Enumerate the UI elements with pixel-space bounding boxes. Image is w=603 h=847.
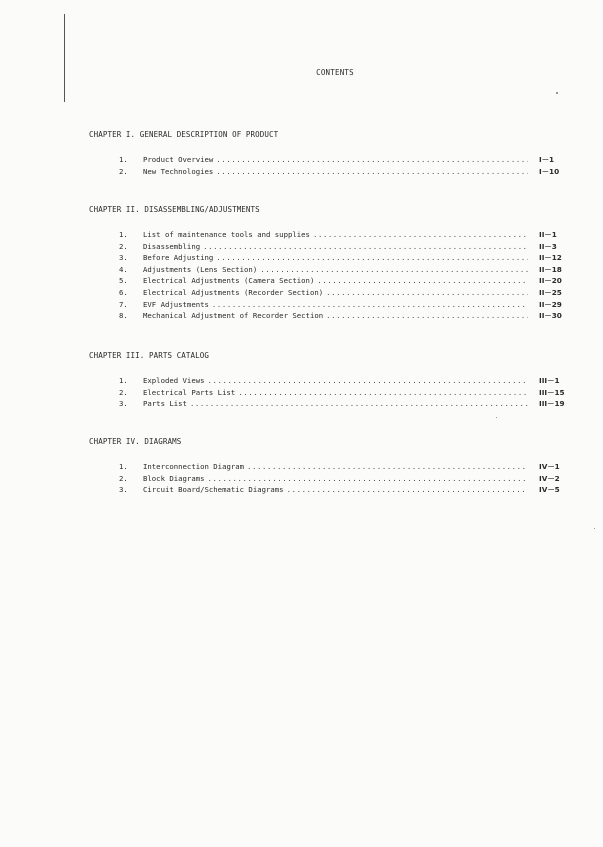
entry-page: III－1 [539, 376, 560, 385]
entry-number: 1. [119, 376, 128, 385]
toc-entry[interactable] [119, 264, 575, 276]
entry-number: 5. [119, 276, 128, 286]
toc-entry[interactable] [119, 287, 575, 299]
entry-label: Interconnection Diagram [143, 462, 245, 471]
entry-number: 2. [119, 387, 128, 397]
chapter-1-heading [89, 130, 278, 139]
entry-number: 7. [119, 299, 128, 309]
dot-leader [190, 398, 528, 410]
toc-entry[interactable] [119, 461, 575, 473]
toc-entry[interactable] [119, 154, 575, 166]
entry-number: 1. [119, 462, 128, 471]
dot-leader [326, 310, 528, 322]
entry-page: III－19 [539, 399, 565, 409]
toc-entry[interactable] [119, 241, 575, 253]
entry-label: EVF Adjustments [143, 299, 209, 309]
entry-page: II－29 [539, 299, 562, 309]
dot-leader [247, 461, 528, 473]
entry-label: Electrical Adjustments (Recorder Section) [143, 287, 324, 297]
entry-number: 2. [119, 473, 128, 483]
chapter-1-list [119, 154, 575, 177]
toc-entry[interactable] [119, 166, 575, 178]
entry-label: Circuit Board/Schematic Diagrams [143, 485, 284, 495]
scan-speck [594, 528, 595, 529]
entry-label: Exploded Views [143, 376, 205, 385]
dot-leader [216, 166, 528, 178]
chapter-3-heading [89, 351, 209, 360]
chapter-heading: CHAPTER IV. DIAGRAMS [89, 437, 182, 446]
entry-page: II－18 [539, 264, 562, 274]
toc-entry[interactable] [119, 375, 575, 387]
entry-page: III－15 [539, 387, 565, 397]
entry-label: Disassembling [143, 241, 201, 251]
entry-number: 1. [119, 230, 128, 239]
entry-number: 3. [119, 399, 128, 409]
entry-page: IV－5 [539, 485, 560, 495]
entry-page: I－1 [539, 155, 555, 164]
page-title: CONTENTS [316, 68, 354, 77]
entry-page: IV－2 [539, 473, 560, 483]
entry-number: 1. [119, 155, 128, 164]
entry-number: 4. [119, 264, 128, 274]
chapter-heading: CHAPTER I. GENERAL DESCRIPTION OF PRODUCT [89, 130, 279, 139]
dot-leader [208, 375, 528, 387]
entry-page: II－1 [539, 230, 557, 239]
chapter-4-list [119, 461, 575, 496]
scan-speck [496, 417, 497, 418]
toc-entry[interactable] [119, 484, 575, 496]
entry-label: Parts List [143, 399, 187, 409]
chapter-2-heading [89, 205, 260, 214]
entry-label: Adjustments (Lens Section) [143, 264, 258, 274]
entry-page: IV－1 [539, 462, 560, 471]
dot-leader [212, 299, 528, 311]
dot-leader [317, 275, 528, 287]
entry-page: II－12 [539, 253, 562, 263]
dot-leader [238, 387, 528, 399]
chapter-3-list [119, 375, 575, 410]
entry-page: II－3 [539, 241, 557, 251]
chapter-2-list [119, 229, 575, 322]
dot-leader [260, 264, 528, 276]
chapter-heading: CHAPTER II. DISASSEMBLING/ADJUSTMENTS [89, 205, 260, 214]
dot-leader [287, 484, 528, 496]
entry-page: I－10 [539, 166, 560, 176]
toc-entry[interactable] [119, 310, 575, 322]
dot-leader [208, 473, 528, 485]
toc-entry[interactable] [119, 473, 575, 485]
entry-label: Product Overview [143, 155, 214, 164]
entry-label: Electrical Parts List [143, 387, 236, 397]
entry-number: 6. [119, 287, 128, 297]
entry-number: 2. [119, 241, 128, 251]
entry-label: Before Adjusting [143, 253, 214, 263]
toc-entry[interactable] [119, 275, 575, 287]
entry-label: Block Diagrams [143, 473, 205, 483]
entry-page: II－25 [539, 287, 562, 297]
entry-label: New Technologies [143, 166, 214, 176]
dot-leader [313, 229, 528, 241]
toc-entry[interactable] [119, 387, 575, 399]
margin-line [64, 14, 65, 102]
entry-page: II－30 [539, 311, 562, 321]
entry-number: 2. [119, 166, 128, 176]
entry-number: 3. [119, 253, 128, 263]
dot-leader [203, 241, 528, 253]
entry-label: Mechanical Adjustment of Recorder Section [143, 311, 324, 321]
entry-label: Electrical Adjustments (Camera Section) [143, 276, 315, 286]
entry-number: 8. [119, 311, 128, 321]
toc-entry[interactable] [119, 229, 575, 241]
scan-speck [556, 92, 558, 94]
toc-entry[interactable] [119, 299, 575, 311]
entry-label: List of maintenance tools and supplies [143, 230, 310, 239]
dot-leader [216, 154, 528, 166]
toc-entry[interactable] [119, 398, 575, 410]
dot-leader [326, 287, 528, 299]
toc-entry[interactable] [119, 252, 575, 264]
entry-number: 3. [119, 485, 128, 495]
dot-leader [216, 252, 528, 264]
chapter-heading: CHAPTER III. PARTS CATALOG [89, 351, 209, 360]
chapter-4-heading [89, 437, 181, 446]
entry-page: II－20 [539, 276, 562, 286]
